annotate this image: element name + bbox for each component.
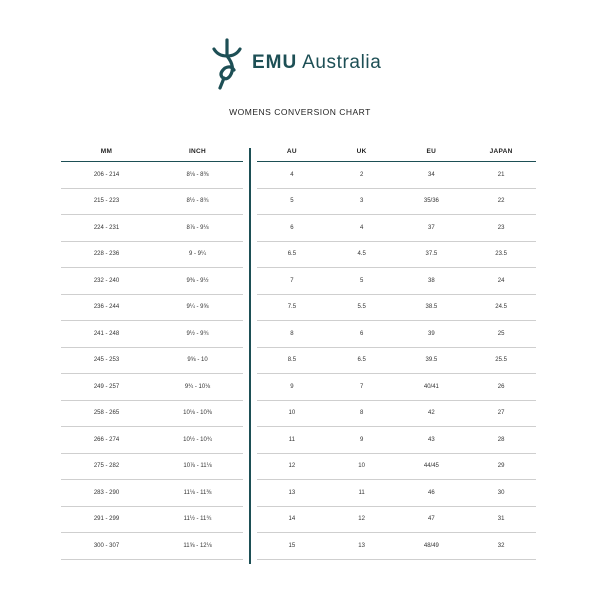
table-cell: 9⅜ - 9½ [186,277,209,284]
table-cell: 24 [497,277,505,284]
column-header-eu: EU [426,148,437,155]
table-cell: 8⅛ - 8⅜ [186,171,209,178]
table-cell: 10 [288,410,296,417]
table-cell: 24.5 [495,304,507,311]
table-cell: 37 [428,224,435,231]
table-cell: 46 [428,489,435,496]
size-table-left [61,148,243,560]
table-header [257,148,536,162]
table-cell: 10⅛ - 10⅜ [183,410,212,417]
size-table-right [257,148,536,560]
table-divider [249,148,251,564]
brand-name-bold: EMU [252,52,298,73]
brand-name-light: Australia [302,52,382,73]
table-row [257,533,536,560]
table-cell: 31 [497,516,505,523]
table-cell: 4 [359,224,364,231]
table-cell: 26 [497,383,505,390]
table-cell: 11⅝ - 12⅛ [183,542,212,549]
table-cell: 249 - 257 [93,383,120,390]
table-cell: 38.5 [425,304,438,311]
table-cell: 245 - 253 [93,357,120,364]
table-row [61,321,243,348]
table-cell: 9 - 9¼ [188,251,206,258]
table-row [61,533,243,560]
table-cell: 9¾ - 10⅛ [184,383,211,390]
table-cell: 10 [358,463,365,470]
table-cell: 11⅛ - 11⅜ [183,489,212,496]
table-cell: 44/45 [423,463,439,470]
table-cell: 38 [428,277,435,284]
table-cell: 10⅞ - 11⅛ [183,463,212,470]
table-cell: 7 [359,383,364,390]
brand-logo [0,38,600,90]
table-cell: 28 [497,436,505,443]
table-row [61,374,243,401]
table-cell: 37.5 [425,251,438,258]
table-row [61,215,243,242]
table-cell: 8 [290,330,294,337]
table-cell: 236 - 244 [93,304,120,311]
table-row [257,480,536,507]
table-cell: 11 [288,436,295,443]
table-cell: 29 [497,463,505,470]
table-cell: 10½ - 10¾ [183,436,212,443]
table-cell: 12 [358,516,365,523]
table-cell: 15 [288,542,296,549]
table-cell: 6.5 [357,357,366,364]
table-cell: 8½ - 8¾ [186,198,209,205]
table-row [257,189,536,216]
table-cell: 39.5 [425,357,438,364]
table-cell: 48/49 [423,542,439,549]
table-row [257,401,536,428]
table-body [257,162,536,560]
table-row [61,189,243,216]
table-cell: 6 [290,224,294,231]
table-cell: 241 - 248 [93,330,120,337]
table-cell: 291 - 299 [93,516,120,523]
table-cell: 3 [359,198,364,205]
brand-name [252,52,381,74]
table-row [257,215,536,242]
table-row [61,242,243,269]
column-header-uk: UK [356,148,367,155]
table-row [61,295,243,322]
table-row [61,427,243,454]
table-cell: 5 [290,198,294,205]
table-cell: 258 - 265 [93,410,120,417]
table-row [257,374,536,401]
table-row [257,507,536,534]
table-cell: 22 [497,198,505,205]
table-cell: 42 [428,410,435,417]
table-cell: 275 - 282 [93,463,120,470]
table-row [257,454,536,481]
table-cell: 34 [428,171,435,178]
table-row [257,321,536,348]
table-cell: 47 [428,516,435,523]
table-cell: 5.5 [357,304,366,311]
table-cell: 23.5 [495,251,507,258]
table-cell: 266 - 274 [93,436,120,443]
table-row [257,162,536,189]
table-row [257,295,536,322]
table-cell: 32 [497,542,505,549]
table-cell: 228 - 236 [93,251,120,258]
table-cell: 11 [358,489,365,496]
table-cell: 232 - 240 [93,277,120,284]
table-cell: 6 [359,330,364,337]
table-cell: 27 [497,410,505,417]
table-row [61,268,243,295]
table-cell: 13 [288,489,296,496]
table-row [257,348,536,375]
table-row [257,268,536,295]
chart-title: WOMENS CONVERSION CHART [229,107,371,117]
table-cell: 25 [497,330,505,337]
table-body [61,162,243,560]
table-cell: 6.5 [287,251,297,258]
table-cell: 9 [290,383,294,390]
table-row [257,242,536,269]
table-cell: 8⅞ - 9⅛ [186,224,209,231]
table-cell: 14 [288,516,296,523]
table-cell: 8 [359,410,364,417]
column-header-japan: JAPAN [489,148,513,155]
table-row [61,454,243,481]
table-cell: 206 - 214 [93,171,120,178]
table-cell: 215 - 223 [93,198,120,205]
table-cell: 4 [290,171,294,178]
table-row [257,427,536,454]
table-cell: 39 [428,330,435,337]
table-cell: 4.5 [357,251,366,258]
table-cell: 13 [358,542,365,549]
table-cell: 283 - 290 [93,489,120,496]
table-row [61,480,243,507]
table-row [61,348,243,375]
table-cell: 43 [428,436,435,443]
table-cell: 9⅝ - 10 [187,357,208,364]
table-cell: 2 [359,171,364,178]
table-row [61,507,243,534]
table-cell: 7 [290,277,294,284]
emu-logo-icon [209,38,245,90]
table-row [61,401,243,428]
table-cell: 21 [497,171,505,178]
table-cell: 300 - 307 [93,542,120,549]
table-header [61,148,243,162]
table-cell: 30 [497,489,505,496]
column-header-inch: INCH [188,148,207,155]
column-header-mm: MM [100,148,113,155]
table-cell: 5 [359,277,364,284]
table-cell: 23 [497,224,505,231]
table-cell: 12 [288,463,296,470]
column-header-au: AU [286,148,297,155]
table-cell: 7.5 [287,304,297,311]
table-cell: 8.5 [287,357,297,364]
table-cell: 11½ - 11¾ [183,516,212,523]
table-cell: 9½ - 9¾ [186,330,209,337]
table-cell: 9 [359,436,364,443]
table-cell: 40/41 [423,383,439,390]
table-cell: 9¼ - 9⅝ [186,304,209,311]
table-cell: 25.5 [495,357,507,364]
table-cell: 35/36 [423,198,439,205]
table-row [61,162,243,189]
table-cell: 224 - 231 [93,224,120,231]
